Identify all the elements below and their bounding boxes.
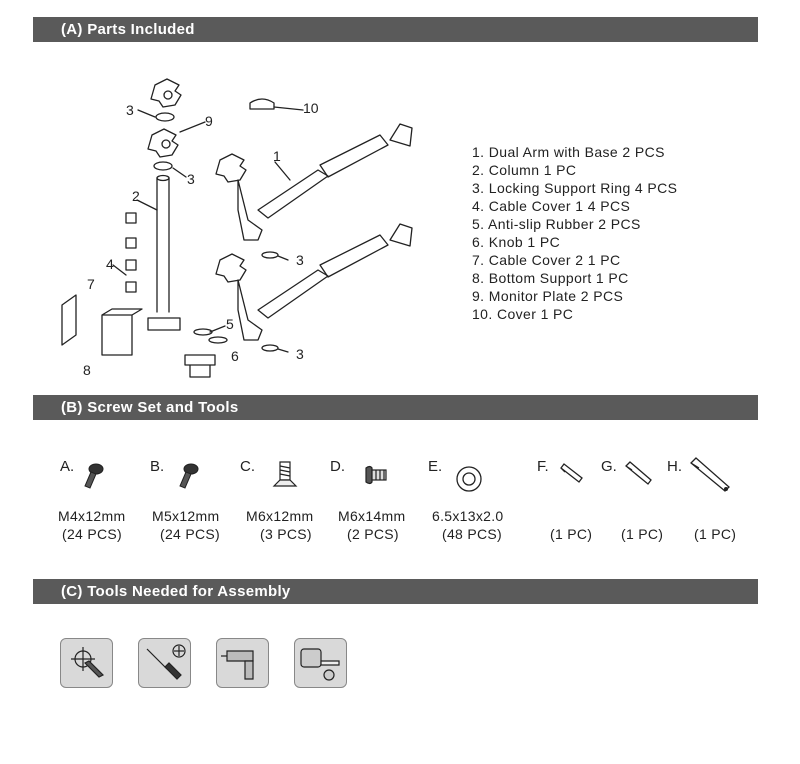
tape-measure-icon bbox=[294, 638, 347, 688]
screw-a-qty: (24 PCS) bbox=[62, 526, 122, 542]
callout-3: 3 bbox=[126, 102, 134, 118]
tool-f-qty: (1 PC) bbox=[550, 526, 593, 542]
tool-g-qty: (1 PC) bbox=[621, 526, 664, 542]
callout-1: 1 bbox=[273, 148, 281, 164]
screw-d-qty: (2 PCS) bbox=[347, 526, 399, 542]
parts-list-item: 1. Dual Arm with Base 2 PCS bbox=[472, 144, 665, 160]
parts-list-item: 2. Column 1 PC bbox=[472, 162, 577, 178]
section-a-title: (A) Parts Included bbox=[33, 17, 758, 42]
tool-g-letter: G. bbox=[601, 458, 617, 475]
bottom-support-icon bbox=[102, 309, 142, 355]
tool-h-letter: H. bbox=[667, 458, 682, 475]
screw-c-qty: (3 PCS) bbox=[260, 526, 312, 542]
parts-list-item: 8. Bottom Support 1 PC bbox=[472, 270, 629, 286]
screw-e-letter: E. bbox=[428, 458, 443, 475]
callout-3: 3 bbox=[296, 346, 304, 362]
callout-10: 10 bbox=[303, 100, 319, 116]
screw-b-spec: M5x12mm bbox=[152, 508, 220, 524]
washer-icon bbox=[454, 464, 484, 494]
locking-ring-icon bbox=[154, 162, 172, 170]
hex-socket-bolt-icon bbox=[177, 462, 201, 492]
countersunk-screw-icon bbox=[270, 460, 300, 492]
callout-5: 5 bbox=[226, 316, 234, 332]
tool-h-qty: (1 PC) bbox=[694, 526, 737, 542]
screw-b-letter: B. bbox=[150, 458, 165, 475]
parts-list-item: 4. Cable Cover 1 4 PCS bbox=[472, 198, 631, 214]
callout-4: 4 bbox=[106, 256, 114, 272]
callout-3: 3 bbox=[187, 171, 195, 187]
parts-list bbox=[472, 143, 677, 323]
screw-e-qty: (48 PCS) bbox=[442, 526, 502, 542]
screw-e-spec: 6.5x13x2.0 bbox=[432, 508, 504, 524]
parts-list-item: 9. Monitor Plate 2 PCS bbox=[472, 288, 624, 304]
locking-ring-icon bbox=[156, 113, 174, 121]
parts-list-item: 7. Cable Cover 2 1 PC bbox=[472, 252, 621, 268]
phillips-screwdriver-icon bbox=[138, 638, 191, 688]
callout-3: 3 bbox=[296, 252, 304, 268]
cover-icon bbox=[250, 99, 274, 109]
monitor-plate-icon bbox=[148, 129, 178, 157]
parts-list-item: 5. Anti-slip Rubber 2 PCS bbox=[472, 216, 641, 232]
pan-head-screw-icon bbox=[362, 464, 392, 486]
dual-arm-icon bbox=[216, 124, 412, 240]
section-b-title: (B) Screw Set and Tools bbox=[33, 395, 758, 420]
pencil-marking-icon bbox=[60, 638, 113, 688]
section-c-title: (C) Tools Needed for Assembly bbox=[33, 579, 758, 604]
screw-c-spec: M6x12mm bbox=[246, 508, 314, 524]
screw-a-letter: A. bbox=[60, 458, 75, 475]
small-allen-key-icon bbox=[558, 460, 588, 486]
dual-arm-icon bbox=[216, 224, 412, 340]
callout-6: 6 bbox=[231, 348, 239, 364]
large-allen-key-icon bbox=[688, 454, 732, 496]
callout-7: 7 bbox=[87, 276, 95, 292]
anti-slip-rubber-icon bbox=[194, 329, 212, 335]
cable-cover-icon bbox=[126, 213, 136, 292]
hex-socket-bolt-icon bbox=[82, 462, 106, 492]
screw-a-spec: M4x12mm bbox=[58, 508, 126, 524]
cable-cover-2-icon bbox=[62, 295, 76, 345]
screw-c-letter: C. bbox=[240, 458, 255, 475]
screw-d-letter: D. bbox=[330, 458, 345, 475]
parts-list-item: 10. Cover 1 PC bbox=[472, 306, 574, 322]
parts-list-item: 6. Knob 1 PC bbox=[472, 234, 561, 250]
callout-9: 9 bbox=[205, 113, 213, 129]
tool-f-letter: F. bbox=[537, 458, 549, 475]
power-drill-icon bbox=[216, 638, 269, 688]
medium-allen-key-icon bbox=[622, 458, 654, 488]
callout-8: 8 bbox=[83, 362, 91, 378]
parts-list-item: 3. Locking Support Ring 4 PCS bbox=[472, 180, 678, 196]
monitor-plate-icon bbox=[151, 79, 181, 107]
screw-b-qty: (24 PCS) bbox=[160, 526, 220, 542]
clamp-knob-icon bbox=[185, 355, 215, 377]
column-icon bbox=[148, 176, 180, 331]
parts-illustration bbox=[40, 60, 460, 390]
screw-d-spec: M6x14mm bbox=[338, 508, 406, 524]
callout-2: 2 bbox=[132, 188, 140, 204]
